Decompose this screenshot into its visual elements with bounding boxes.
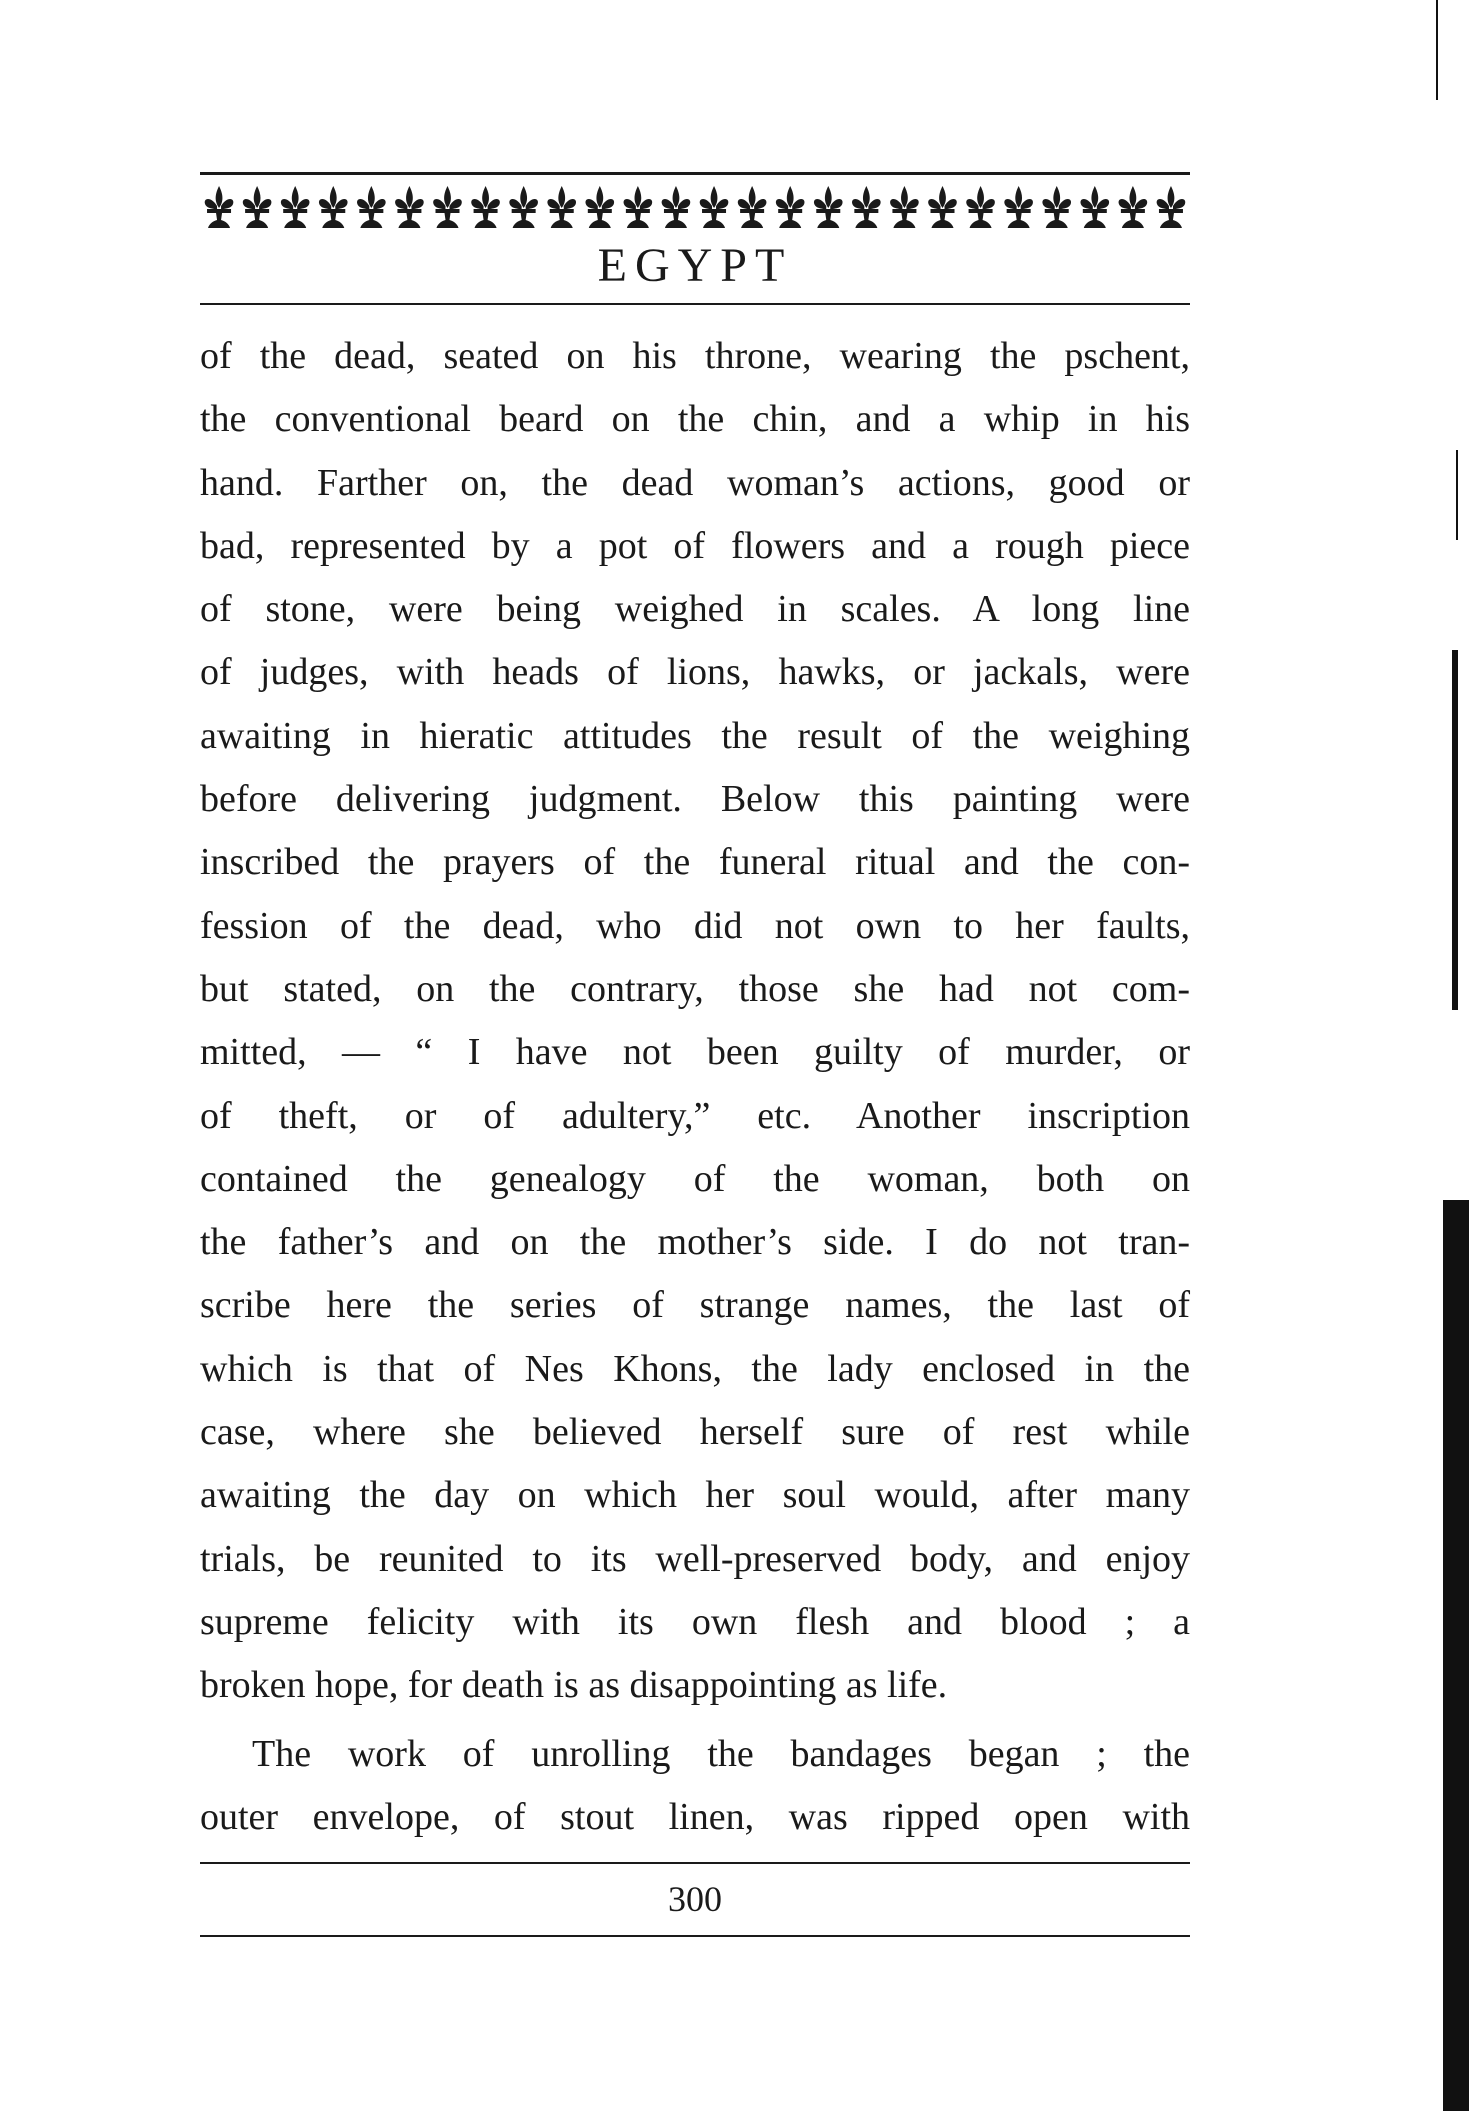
header-rule-bottom bbox=[200, 303, 1190, 305]
page-number: 300 bbox=[668, 1879, 722, 1919]
scan-edge-mark bbox=[1456, 450, 1458, 540]
fleur-de-lis-icon bbox=[738, 186, 767, 228]
fleur-de-lis-icon bbox=[585, 186, 614, 228]
fleur-de-lis-icon bbox=[395, 186, 424, 228]
scan-edge-mark bbox=[1452, 650, 1458, 1010]
fleur-de-lis-icon bbox=[509, 186, 538, 228]
fleur-de-lis-icon bbox=[890, 186, 919, 228]
text-line: the conventional beard on the chin, and a whip in his bbox=[200, 398, 1190, 441]
text-line: the father’s and on the mother’s side. I do not tran- bbox=[200, 1221, 1190, 1264]
ornament-band bbox=[200, 180, 1190, 232]
fleur-de-lis-icon bbox=[433, 186, 462, 228]
text-line: of the dead, seated on his throne, wearing the pschent, bbox=[200, 335, 1190, 377]
text-line: contained the genealogy of the woman, both on bbox=[200, 1157, 1190, 1200]
text-line: of stone, were being weighed in scales. A long line bbox=[200, 588, 1190, 631]
text-line: case, where she believed herself sure of rest while bbox=[200, 1411, 1190, 1454]
scan-edge-mark bbox=[1443, 1200, 1469, 2111]
text-line: outer envelope, of stout linen, was ripped open with bbox=[200, 1795, 1190, 1838]
fleur-de-lis-icon bbox=[547, 186, 576, 228]
text-line: broken hope, for death is as disappointing as life. bbox=[200, 1664, 948, 1707]
fleur-de-lis-icon bbox=[205, 186, 234, 228]
fleur-de-lis-icon bbox=[1042, 186, 1071, 228]
fleur-de-lis-icon bbox=[1004, 186, 1033, 228]
text-line: fession of the dead, who did not own to her faults, bbox=[200, 904, 1190, 947]
fleur-de-lis-icon bbox=[662, 186, 691, 228]
body-text bbox=[200, 325, 1190, 1849]
text-line: but stated, on the contrary, those she had not com- bbox=[200, 967, 1190, 1010]
fleur-de-lis-icon bbox=[776, 186, 805, 228]
fleur-de-lis-icon bbox=[814, 186, 843, 228]
text-line: of theft, or of adultery,” etc. Another inscription bbox=[200, 1094, 1190, 1137]
text-line: scribe here the series of strange names, the last of bbox=[200, 1284, 1190, 1327]
fleur-de-lis-icon bbox=[243, 186, 272, 228]
scan-edge-mark bbox=[1436, 0, 1438, 100]
text-line: The work of unrolling the bandages began ; the bbox=[252, 1732, 1190, 1775]
header-rule-top bbox=[200, 172, 1190, 175]
fleur-de-lis-icon bbox=[700, 186, 729, 228]
text-line: of judges, with heads of lions, hawks, or jackals, were bbox=[200, 651, 1190, 694]
text-line: bad, represented by a pot of flowers and a rough piece bbox=[200, 524, 1190, 567]
paragraph-2 bbox=[200, 1723, 1190, 1850]
fleur-de-lis-icon bbox=[1080, 186, 1109, 228]
fleur-de-lis-icon bbox=[319, 186, 348, 228]
fleur-de-lis-icon bbox=[1119, 186, 1148, 228]
paragraph-1 bbox=[200, 325, 1190, 1718]
fleur-de-lis-icon bbox=[928, 186, 957, 228]
fleur-de-lis-icon bbox=[471, 186, 500, 228]
fleur-de-lis-icon bbox=[966, 186, 995, 228]
text-line: mitted, — “ I have not been guilty of murder, or bbox=[200, 1031, 1190, 1074]
text-line: hand. Farther on, the dead woman’s actions, good or bbox=[200, 461, 1190, 504]
text-line: supreme felicity with its own flesh and blood ; a bbox=[200, 1600, 1190, 1643]
fleur-de-lis-row bbox=[200, 180, 1190, 232]
fleur-de-lis-icon bbox=[1157, 186, 1186, 228]
running-head: EGYPT bbox=[597, 239, 793, 292]
fleur-de-lis-icon bbox=[281, 186, 310, 228]
text-line: trials, be reunited to its well-preserved body, and enjoy bbox=[200, 1537, 1190, 1580]
fleur-de-lis-icon bbox=[624, 186, 653, 228]
text-line: which is that of Nes Khons, the lady enclosed in the bbox=[200, 1347, 1190, 1390]
text-line: inscribed the prayers of the funeral ritual and the con- bbox=[200, 841, 1190, 884]
fleur-de-lis-icon bbox=[852, 186, 881, 228]
text-line: before delivering judgment. Below this painting were bbox=[200, 778, 1190, 821]
footer-rule-bottom bbox=[200, 1935, 1190, 1937]
text-line: awaiting in hieratic attitudes the result of the weighing bbox=[200, 714, 1190, 757]
fleur-de-lis-icon bbox=[357, 186, 386, 228]
text-line: awaiting the day on which her soul would, after many bbox=[200, 1474, 1190, 1517]
footer-rule-top bbox=[200, 1862, 1190, 1864]
